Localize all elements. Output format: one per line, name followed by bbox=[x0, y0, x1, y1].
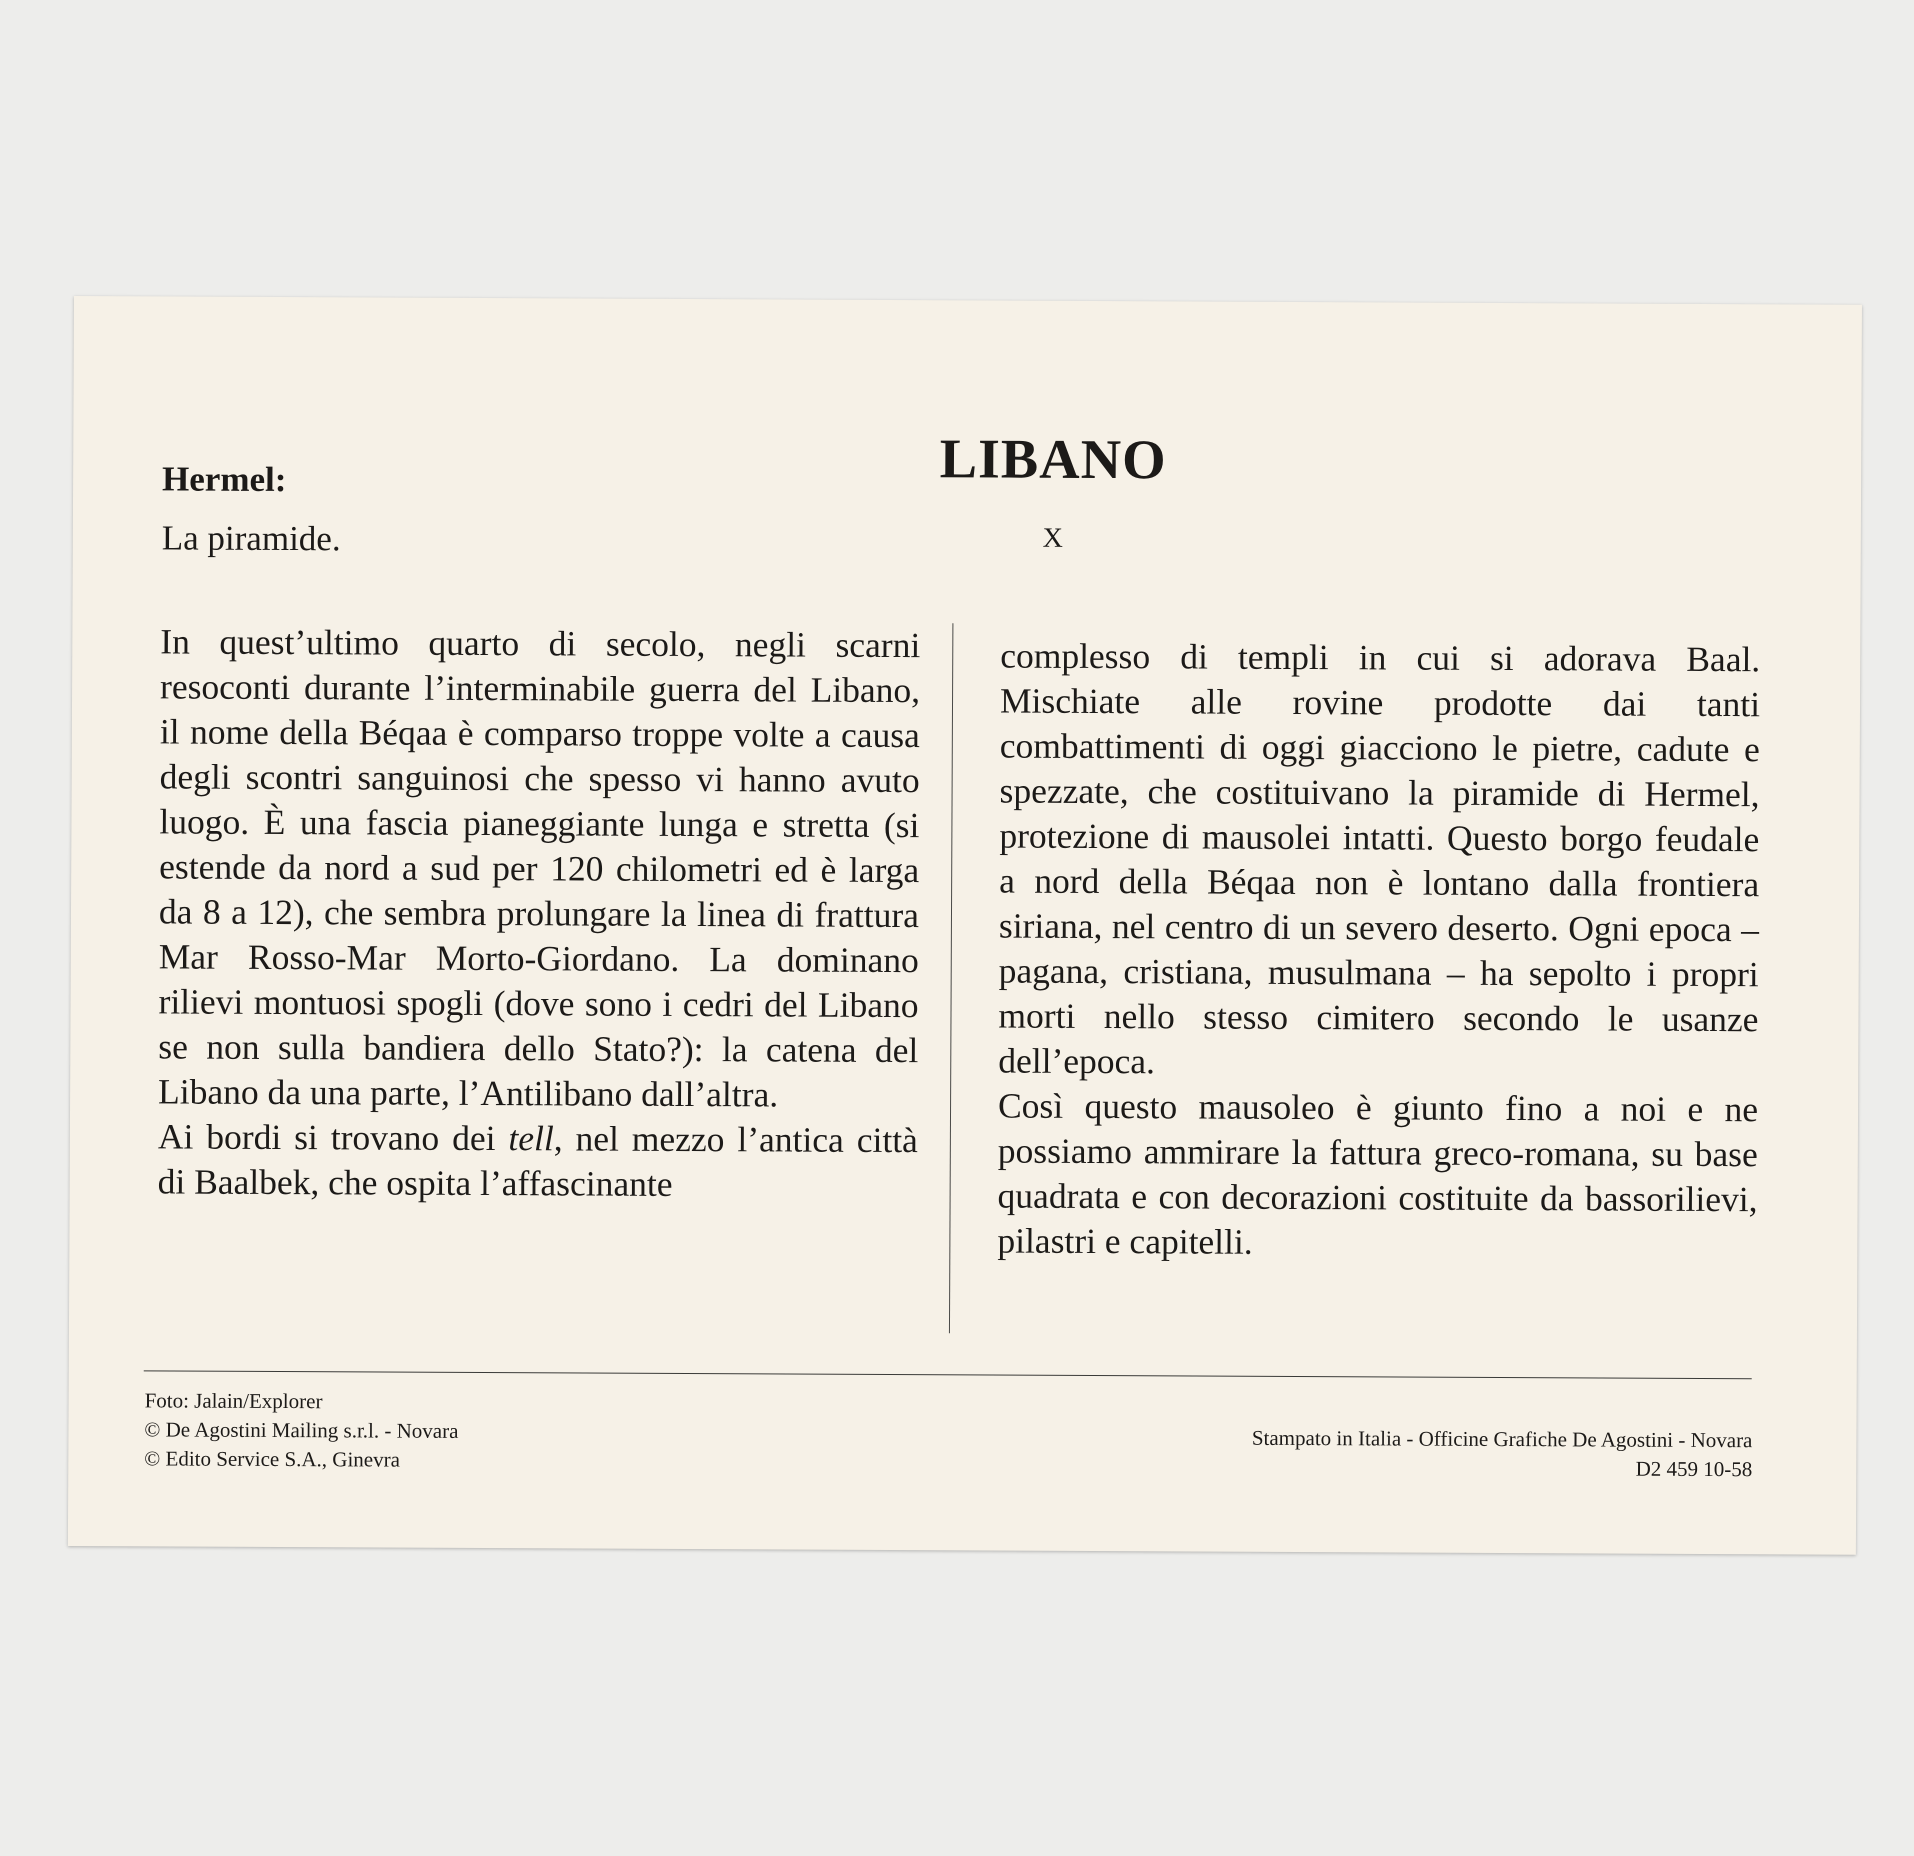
column-divider bbox=[949, 623, 953, 1333]
card-title: LIBANO bbox=[939, 428, 1167, 492]
place-name: Hermel: bbox=[162, 459, 287, 500]
photo-subject: La piramide. bbox=[161, 518, 341, 559]
copyright-line: © Edito Service S.A., Ginevra bbox=[144, 1446, 401, 1472]
italic-term: tell bbox=[508, 1118, 554, 1159]
footer-rule bbox=[144, 1370, 1752, 1379]
credits bbox=[144, 1386, 458, 1475]
copyright-line: © De Agostini Mailing s.r.l. - Novara bbox=[144, 1417, 459, 1443]
postcard-back bbox=[68, 296, 1862, 1555]
paragraph: complesso di templi in cui si adorava Baal. Mischiate alle rovine prodotte dai tanti combattimenti di oggi giacciono le pietre, cadute e spezzate, che costituivano la piramide di Hermel, protezione di mausolei intatti. Questo borgo feudale a nord della Béqaa non è lontano dalla frontiera siriana, nel centro di un severo deserto. Ogni epoca – pagana, cristiana, musulmana – ha sepolto i propri morti nello stesso cimitero secondo le usanze dell’epoca. bbox=[998, 635, 1761, 1082]
paragraph: Ai bordi si trovano dei tell, nel mezzo l’antica città di Baalbek, che ospita l’affascinante bbox=[157, 1116, 918, 1204]
photo-credit: Foto: Jalain/Explorer bbox=[144, 1388, 323, 1414]
catalog-code: D2 459 10-58 bbox=[1635, 1456, 1753, 1482]
body-text-left bbox=[158, 619, 921, 1208]
paragraph: In quest’ultimo quarto di secolo, negli scarni resoconti durante l’interminabile guerra del Libano, il nome della Béqaa è comparso troppe volte a causa degli scontri sanguinosi che spesso vi hanno avuto luogo. È una fascia pianeggiante lunga e stretta (si estende da nord a sud per 120 chilometri ed è larga da 8 a 12), che sembra prolungare la linea di frattura Mar Rosso-Mar Morto-Giordano. La dominano rilievi montuosi spogli (dove sono i cedri del Libano se non sulla bandiera dello Stato?): la catena del Libano da una parte, l’Antilibano dall’altra. bbox=[158, 621, 921, 1115]
body-text-right bbox=[997, 634, 1760, 1268]
paragraph: Così questo mausoleo è giunto fino a noi e ne possiamo ammirare la fattura greco-romana, su base quadrata e con decorazioni costituite da bassorilievi, pilastri e capitelli. bbox=[997, 1085, 1759, 1262]
series-mark: X bbox=[1042, 522, 1064, 554]
printer-info bbox=[1088, 1423, 1752, 1484]
printer-line: Stampato in Italia - Officine Grafiche De Agostini - Novara bbox=[1251, 1425, 1753, 1453]
